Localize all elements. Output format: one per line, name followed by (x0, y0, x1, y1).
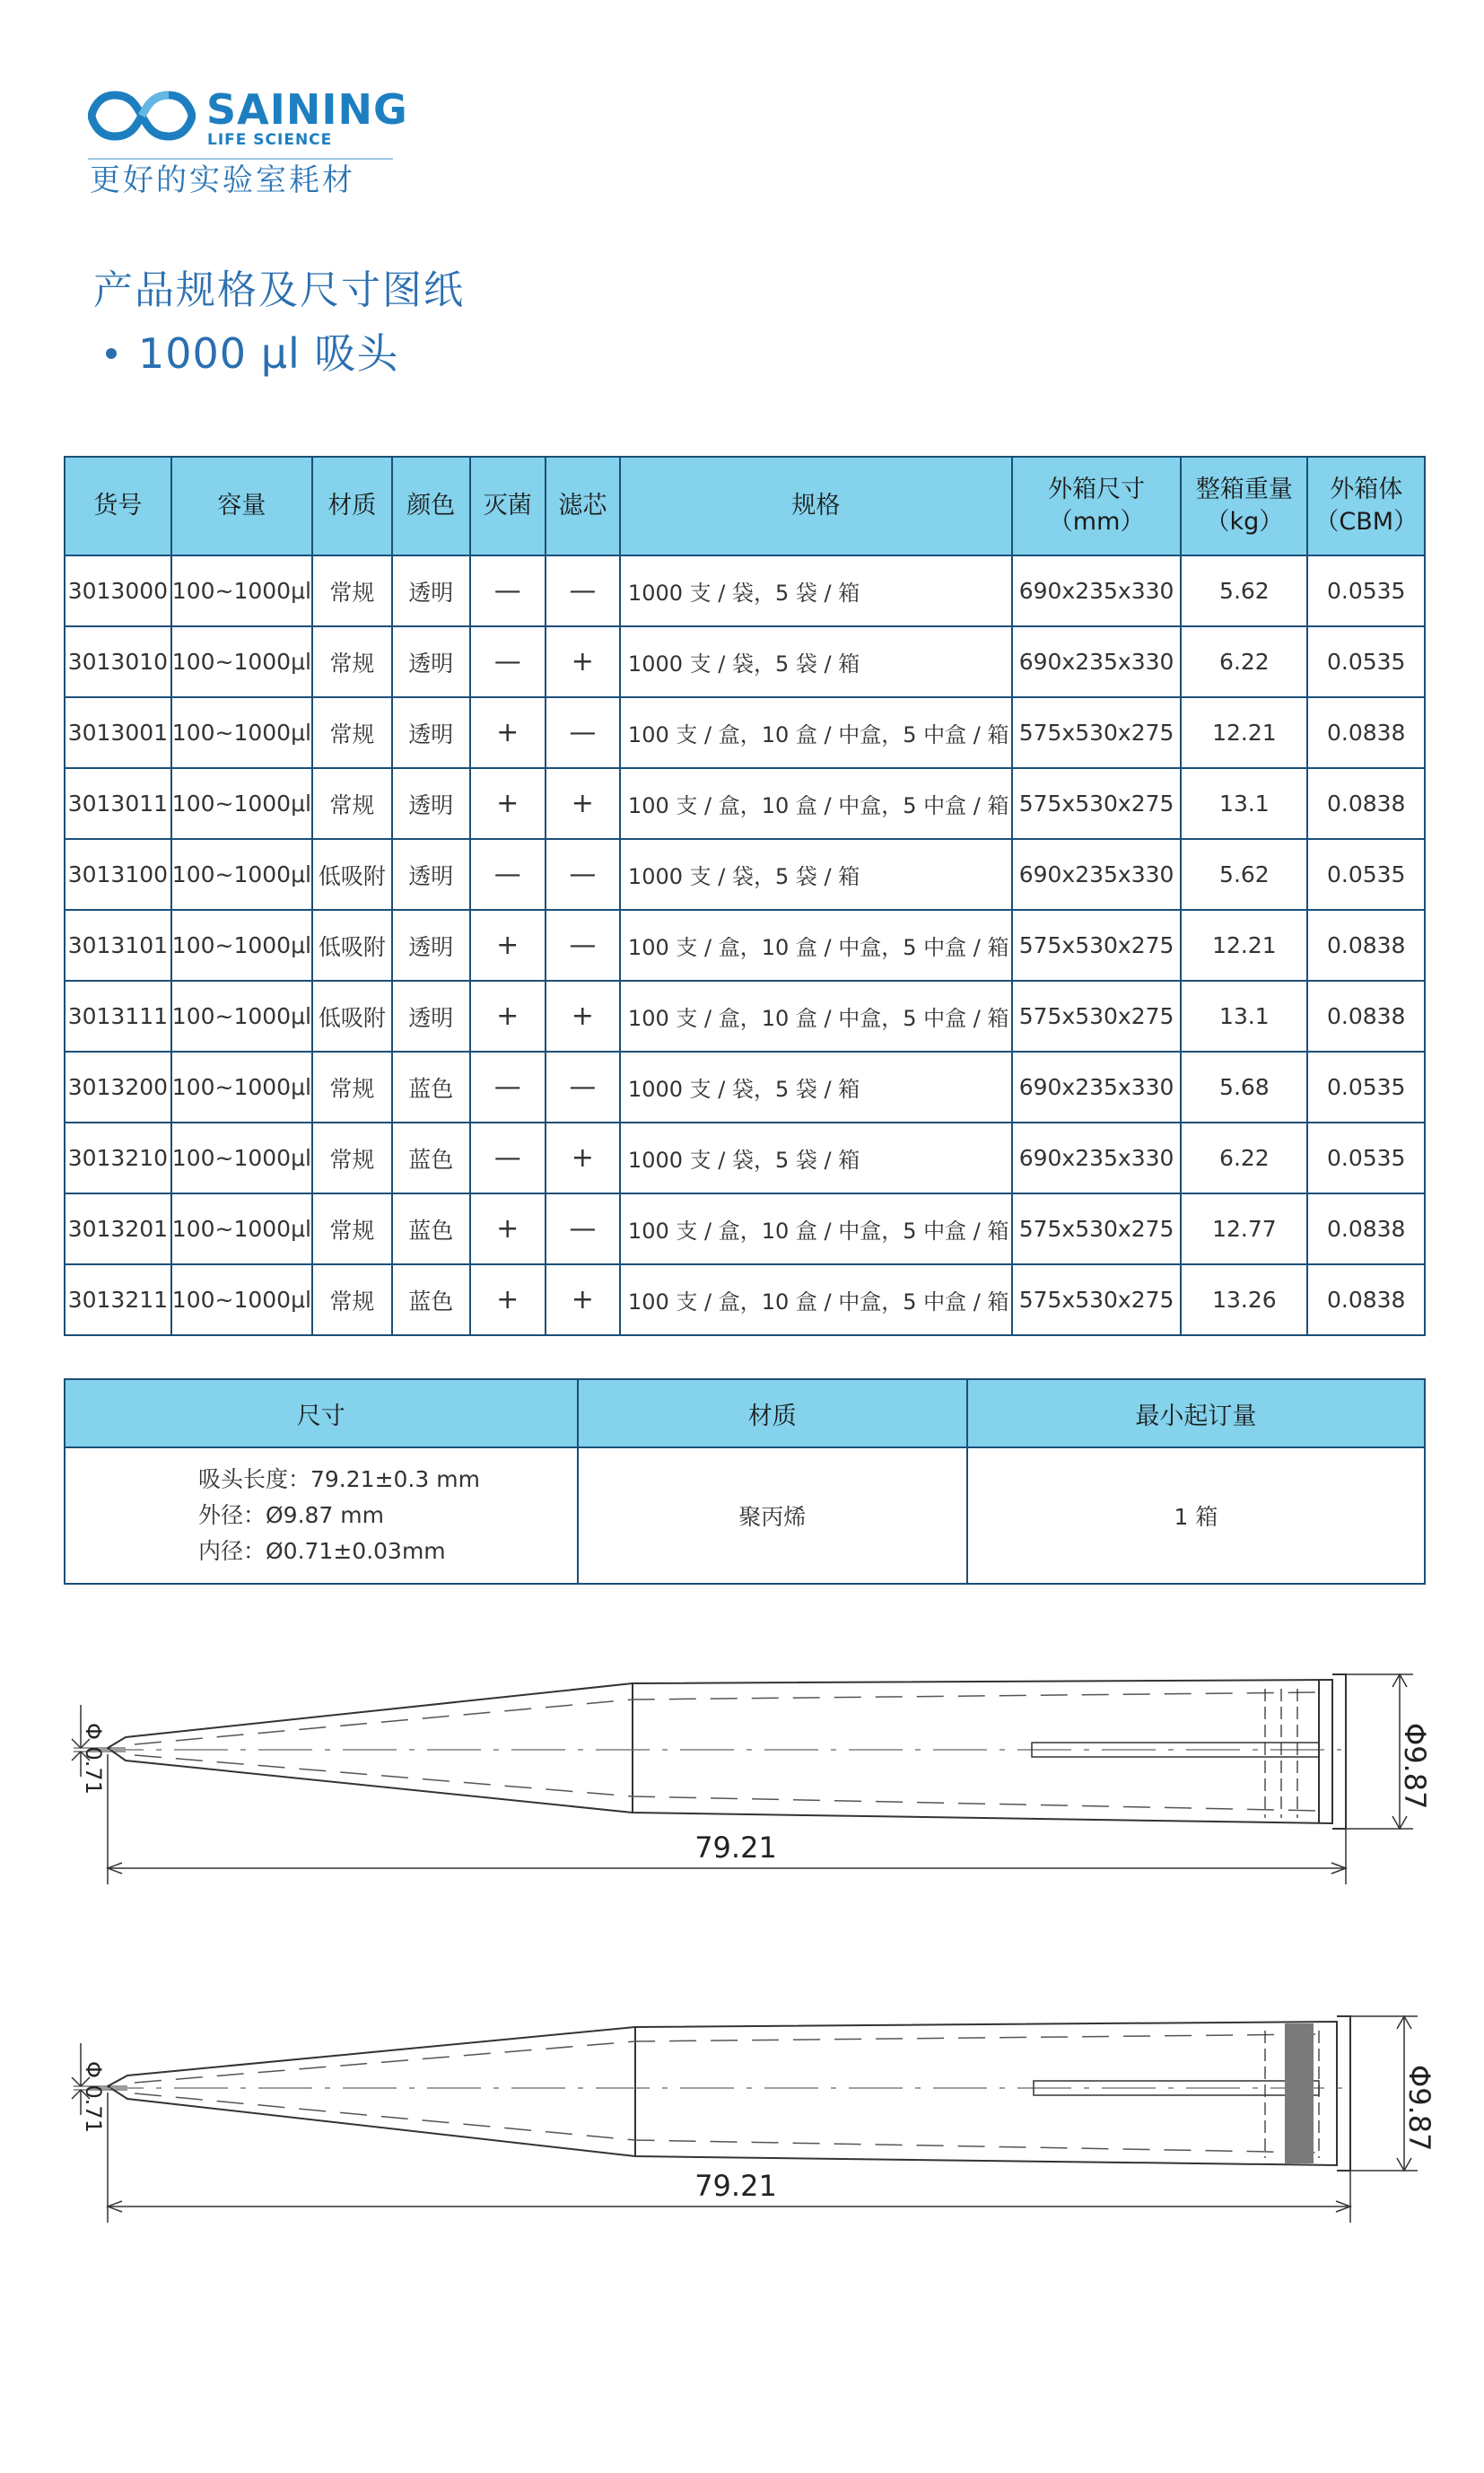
cell-carton-volume: 0.0838 (1307, 981, 1425, 1052)
cell-material: 常规 (312, 768, 392, 839)
size-length: 吸头长度：79.21±0.3 mm (198, 1466, 480, 1492)
cell-color: 透明 (392, 768, 470, 839)
cell-filter: + (546, 626, 620, 697)
cell-carton-size: 690x235x330 (1012, 1052, 1182, 1123)
cell-sterile: — (470, 1052, 546, 1123)
cell-carton-weight: 5.62 (1181, 555, 1307, 626)
cell-volume: 100~1000μl (171, 839, 312, 910)
table-row (65, 910, 1425, 981)
cell-material: 低吸附 (312, 839, 392, 910)
cell-volume: 100~1000μl (171, 1264, 312, 1335)
cell-color: 透明 (392, 839, 470, 910)
cell-carton-weight: 6.22 (1181, 626, 1307, 697)
tip-inner-diameter-label-2: Φ 0.71 (81, 2061, 106, 2133)
cell-packing: 100 支 / 盒，10 盒 / 中盒，5 中盒 / 箱 (620, 981, 1012, 1052)
cell-packing: 1000 支 / 袋，5 袋 / 箱 (620, 555, 1012, 626)
cell-sku: 3013010 (65, 626, 171, 697)
cell-carton-size: 575x530x275 (1012, 768, 1182, 839)
tip-outer-diameter-label-2: Φ9.87 (1402, 2065, 1436, 2152)
cell-color: 透明 (392, 555, 470, 626)
cell-carton-size: 690x235x330 (1012, 555, 1182, 626)
cell-color: 蓝色 (392, 1052, 470, 1123)
table-row (65, 1052, 1425, 1123)
brand-name: SAINING (206, 85, 408, 134)
cell-carton-weight: 13.1 (1181, 981, 1307, 1052)
cell-packing: 100 支 / 盒，10 盒 / 中盒，5 中盒 / 箱 (620, 768, 1012, 839)
col-header-carton-weight: 整箱重量 （kg） (1181, 457, 1307, 555)
cell-material: 低吸附 (312, 910, 392, 981)
col-header-sterile: 灭菌 (470, 457, 546, 555)
cell-carton-volume: 0.0535 (1307, 555, 1425, 626)
table-row (65, 697, 1425, 768)
info-table-row (65, 1447, 1425, 1584)
cell-carton-weight: 5.68 (1181, 1052, 1307, 1123)
col-header-material: 材质 (312, 457, 392, 555)
brand-logo (88, 86, 447, 203)
cell-material: 常规 (312, 697, 392, 768)
spec-table-header-row (65, 457, 1425, 555)
cell-volume: 100~1000μl (171, 555, 312, 626)
cell-sku: 3013201 (65, 1193, 171, 1264)
info-material-cell: 聚丙烯 (578, 1447, 967, 1584)
size-inner-diameter: 内径：Ø0.71±0.03mm (198, 1538, 446, 1564)
cell-filter: — (546, 910, 620, 981)
cell-sku: 3013100 (65, 839, 171, 910)
page-subtitle: 1000 μl 吸头 (138, 329, 399, 378)
cell-color: 蓝色 (392, 1123, 470, 1193)
col-header-volume: 容量 (171, 457, 312, 555)
cell-material: 低吸附 (312, 981, 392, 1052)
cell-carton-weight: 13.1 (1181, 768, 1307, 839)
info-table (64, 1378, 1426, 1585)
cell-color: 蓝色 (392, 1193, 470, 1264)
cell-packing: 1000 支 / 袋，5 袋 / 箱 (620, 1052, 1012, 1123)
tip-length-label-2: 79.21 (694, 2169, 777, 2203)
cell-carton-volume: 0.0535 (1307, 626, 1425, 697)
cell-sterile: — (470, 839, 546, 910)
cell-volume: 100~1000μl (171, 768, 312, 839)
info-header-material: 材质 (578, 1379, 967, 1447)
cell-filter: — (546, 839, 620, 910)
info-header-moq: 最小起订量 (967, 1379, 1425, 1447)
cell-filter: — (546, 555, 620, 626)
filter-band (1285, 2023, 1314, 2163)
cell-volume: 100~1000μl (171, 981, 312, 1052)
col-header-filter: 滤芯 (546, 457, 620, 555)
cell-sku: 3013211 (65, 1264, 171, 1335)
tip-inner-diameter-label: Φ 0.71 (81, 1723, 106, 1795)
tip-outer-diameter-label: Φ9.87 (1398, 1723, 1432, 1810)
col-header-color: 颜色 (392, 457, 470, 555)
cell-carton-size: 575x530x275 (1012, 910, 1182, 981)
cell-color: 透明 (392, 981, 470, 1052)
info-moq-cell: 1 箱 (967, 1447, 1425, 1584)
tip-drawing-clear-svg (0, 1633, 1484, 1902)
cell-carton-weight: 6.22 (1181, 1123, 1307, 1193)
cell-material: 常规 (312, 1264, 392, 1335)
cell-sterile: + (470, 697, 546, 768)
cell-carton-volume: 0.0838 (1307, 1193, 1425, 1264)
table-row (65, 768, 1425, 839)
table-row (65, 1264, 1425, 1335)
cell-sterile: — (470, 626, 546, 697)
cell-color: 透明 (392, 626, 470, 697)
tip-drawing-blue (0, 1970, 1484, 2239)
cell-volume: 100~1000μl (171, 1052, 312, 1123)
cell-sterile: — (470, 555, 546, 626)
spec-table (64, 456, 1426, 1336)
cell-packing: 1000 支 / 袋，5 袋 / 箱 (620, 626, 1012, 697)
tip-length-label: 79.21 (694, 1831, 777, 1865)
cell-packing: 100 支 / 盒，10 盒 / 中盒，5 中盒 / 箱 (620, 1193, 1012, 1264)
cell-carton-size: 575x530x275 (1012, 1264, 1182, 1335)
cell-sterile: — (470, 1123, 546, 1193)
page-subtitle-row (106, 327, 398, 380)
cell-sku: 3013011 (65, 768, 171, 839)
cell-color: 透明 (392, 697, 470, 768)
cell-carton-volume: 0.0535 (1307, 839, 1425, 910)
info-table-header-row (65, 1379, 1425, 1447)
cell-filter: — (546, 697, 620, 768)
cell-filter: + (546, 768, 620, 839)
cell-packing: 100 支 / 盒，10 盒 / 中盒，5 中盒 / 箱 (620, 697, 1012, 768)
cell-color: 透明 (392, 910, 470, 981)
cell-packing: 100 支 / 盒，10 盒 / 中盒，5 中盒 / 箱 (620, 910, 1012, 981)
tip-drawing-blue-svg (0, 1970, 1484, 2239)
col-header-packing: 规格 (620, 457, 1012, 555)
size-outer-diameter: 外径：Ø9.87 mm (198, 1502, 384, 1528)
cell-carton-weight: 12.77 (1181, 1193, 1307, 1264)
table-row (65, 1193, 1425, 1264)
table-row (65, 1123, 1425, 1193)
cell-material: 常规 (312, 1052, 392, 1123)
cell-carton-weight: 12.21 (1181, 697, 1307, 768)
cell-sku: 3013101 (65, 910, 171, 981)
cell-carton-size: 690x235x330 (1012, 1123, 1182, 1193)
info-header-size: 尺寸 (65, 1379, 578, 1447)
cell-volume: 100~1000μl (171, 1193, 312, 1264)
cell-carton-size: 575x530x275 (1012, 981, 1182, 1052)
cell-carton-size: 575x530x275 (1012, 697, 1182, 768)
cell-sku: 3013000 (65, 555, 171, 626)
cell-sku: 3013200 (65, 1052, 171, 1123)
tip-drawing-clear (0, 1633, 1484, 1902)
infinity-logo-icon (88, 88, 196, 144)
cell-filter: + (546, 981, 620, 1052)
cell-material: 常规 (312, 626, 392, 697)
cell-filter: + (546, 1123, 620, 1193)
cell-carton-weight: 13.26 (1181, 1264, 1307, 1335)
cell-volume: 100~1000μl (171, 697, 312, 768)
cell-sku: 3013111 (65, 981, 171, 1052)
table-row (65, 626, 1425, 697)
cell-volume: 100~1000μl (171, 626, 312, 697)
bullet-icon (106, 348, 117, 359)
cell-filter: — (546, 1052, 620, 1123)
cell-sterile: + (470, 910, 546, 981)
cell-sterile: + (470, 1264, 546, 1335)
cell-carton-weight: 12.21 (1181, 910, 1307, 981)
cell-sterile: + (470, 1193, 546, 1264)
cell-material: 常规 (312, 1123, 392, 1193)
table-row (65, 555, 1425, 626)
info-size-cell (65, 1447, 578, 1584)
cell-color: 蓝色 (392, 1264, 470, 1335)
table-row (65, 981, 1425, 1052)
cell-volume: 100~1000μl (171, 910, 312, 981)
cell-filter: — (546, 1193, 620, 1264)
cell-sku: 3013210 (65, 1123, 171, 1193)
cell-carton-volume: 0.0838 (1307, 697, 1425, 768)
cell-sterile: + (470, 981, 546, 1052)
col-header-carton-size: 外箱尺寸 （mm） (1012, 457, 1182, 555)
col-header-sku: 货号 (65, 457, 171, 555)
cell-carton-volume: 0.0535 (1307, 1052, 1425, 1123)
cell-carton-volume: 0.0838 (1307, 910, 1425, 981)
cell-carton-volume: 0.0838 (1307, 768, 1425, 839)
cell-sterile: + (470, 768, 546, 839)
cell-packing: 1000 支 / 袋，5 袋 / 箱 (620, 839, 1012, 910)
cell-filter: + (546, 1264, 620, 1335)
cell-carton-size: 690x235x330 (1012, 839, 1182, 910)
cell-carton-volume: 0.0535 (1307, 1123, 1425, 1193)
cell-packing: 100 支 / 盒，10 盒 / 中盒，5 中盒 / 箱 (620, 1264, 1012, 1335)
cell-volume: 100~1000μl (171, 1123, 312, 1193)
cell-packing: 1000 支 / 袋，5 袋 / 箱 (620, 1123, 1012, 1193)
cell-carton-size: 690x235x330 (1012, 626, 1182, 697)
cell-carton-size: 575x530x275 (1012, 1193, 1182, 1264)
spec-table-body (65, 555, 1425, 1335)
page-title: 产品规格及尺寸图纸 (93, 267, 465, 313)
table-row (65, 839, 1425, 910)
cell-carton-volume: 0.0838 (1307, 1264, 1425, 1335)
brand-slogan: 更好的实验室耗材 (90, 162, 355, 198)
cell-carton-weight: 5.62 (1181, 839, 1307, 910)
cell-material: 常规 (312, 1193, 392, 1264)
brand-subtitle: LIFE SCIENCE (207, 131, 333, 149)
col-header-carton-volume: 外箱体 （CBM） (1307, 457, 1425, 555)
cell-sku: 3013001 (65, 697, 171, 768)
cell-material: 常规 (312, 555, 392, 626)
